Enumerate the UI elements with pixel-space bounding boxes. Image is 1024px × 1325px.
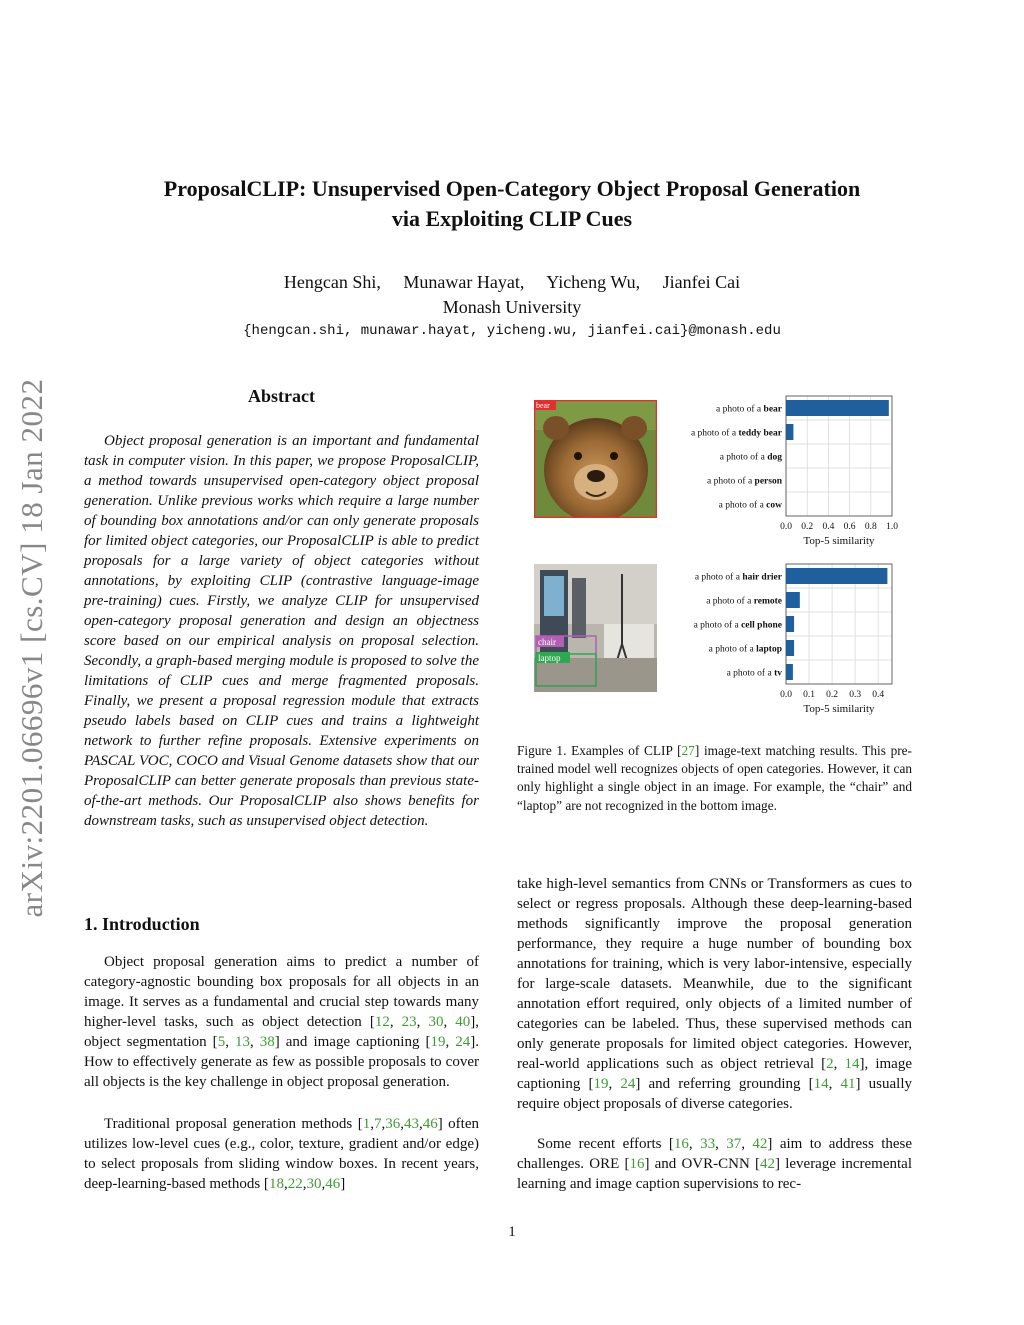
citation-link[interactable]: 30	[428, 1014, 444, 1030]
citation-link[interactable]: 36	[385, 1116, 401, 1132]
title-line-2: via Exploiting CLIP Cues	[391, 206, 633, 231]
text-run: ,	[715, 1136, 727, 1152]
text-run: ,	[225, 1034, 235, 1050]
text-run: ,	[608, 1076, 621, 1092]
category-label: a photo of a laptop	[708, 644, 782, 655]
citation-link[interactable]: 2	[826, 1056, 834, 1072]
category-label: a photo of a cell phone	[693, 620, 782, 631]
citation-link[interactable]: 24	[620, 1076, 636, 1092]
text-run: ,	[389, 1014, 402, 1030]
text-run: ,	[445, 1034, 456, 1050]
bar-hair-drier	[786, 568, 887, 584]
citation-link[interactable]: 19	[593, 1076, 609, 1092]
x-tick-label: 0.6	[843, 522, 856, 532]
text-run: ,	[418, 1116, 423, 1132]
citation-link[interactable]: 16	[673, 1136, 689, 1152]
author-emails: {hengcan.shi, munawar.hayat, yicheng.wu, jianfei.cai}@monash.edu	[243, 323, 781, 339]
affiliation: Monash University	[442, 297, 582, 317]
text-run: ,	[249, 1034, 260, 1050]
citation-link[interactable]: 46	[422, 1116, 438, 1132]
citation-link[interactable]: 40	[455, 1014, 471, 1030]
x-tick-label: 0.4	[822, 522, 835, 532]
citation-link[interactable]: 22	[287, 1176, 303, 1192]
text-run: ,	[741, 1136, 753, 1152]
text-run: Figure 1. Examples of CLIP [	[517, 743, 682, 758]
text-run: ]. How to effectively generate as few as possible proposals to cover all objects is the key challenge in object proposal generation.	[84, 1034, 480, 1090]
text-run: Traditional proposal generation methods [	[104, 1116, 363, 1132]
office-photo	[534, 564, 657, 692]
text-run: take high-level semantics from CNNs or Transformers as cues to select or regress proposals. Although these deep-learning-based methods significantly improve the proposal generation performance, they require a huge number of bounding box annotations for training, which is very labor-intensive, especially for large-scale datasets. Meanwhile, due to the significant annotation effort required, only objects of a limited number of categories can be labeled. Thus, these supervised methods can only generate proposals for limited object categories. However, real-world applications such as object retrieval [	[517, 876, 912, 1072]
intro-paragraph-1	[84, 952, 479, 1092]
paper-title	[0, 174, 1024, 234]
citation-link[interactable]: 1	[362, 1116, 371, 1132]
x-axis-label: Top-5 similarity	[803, 535, 875, 547]
text-run: Some recent efforts [	[537, 1136, 674, 1152]
detection-label: laptop	[538, 653, 561, 663]
text-run: ,	[443, 1014, 456, 1030]
bear-photo	[534, 400, 657, 518]
citation-link[interactable]: 18	[268, 1176, 284, 1192]
x-tick-label: 0.3	[849, 690, 862, 700]
author-name: Munawar Hayat,	[403, 272, 525, 292]
page-number: 1	[508, 1224, 516, 1240]
citation-link[interactable]: 7	[373, 1116, 382, 1132]
category-label: a photo of a cow	[718, 500, 782, 511]
text-run: ,	[302, 1176, 307, 1192]
citation-link[interactable]: 42	[760, 1156, 776, 1172]
citation-link[interactable]: 43	[403, 1116, 419, 1132]
text-run: ,	[283, 1176, 288, 1192]
similarity-chart-top	[662, 386, 912, 561]
text-run: ,	[688, 1136, 701, 1152]
citation-link[interactable]: 46	[325, 1176, 341, 1192]
citation-link[interactable]: 13	[234, 1034, 250, 1050]
citation-link[interactable]: 14	[844, 1056, 860, 1072]
right-paragraph-1	[517, 874, 912, 1114]
citation-link[interactable]: 16	[629, 1156, 645, 1172]
text-run: ,	[828, 1076, 841, 1092]
text-run: ,	[400, 1116, 404, 1132]
x-tick-label: 0.1	[803, 690, 815, 700]
citation-link[interactable]: 33	[700, 1136, 716, 1152]
text-run: ,	[321, 1176, 326, 1192]
text-run: ] often utilizes low-level cues (e.g., color, texture, gradient and/or edge) to select proposals from sliding window boxes. In recent years, deep-learning-based methods [	[84, 1116, 479, 1192]
x-tick-label: 0.8	[864, 522, 877, 532]
category-label: a photo of a tv	[726, 668, 782, 679]
text-run: ] image-text matching results. This pre-trained model well recognizes objects of open categories. However, it can only highlight a single object in an image. For example, the “chair” and “laptop” are not recognized in the bottom image.	[517, 743, 912, 813]
citation-link[interactable]: 27	[681, 743, 695, 758]
text-run: ]	[340, 1176, 346, 1192]
text-run: ,	[833, 1056, 845, 1072]
citation-link[interactable]: 5	[217, 1034, 226, 1050]
text-run: ] and OVR-CNN [	[644, 1156, 761, 1172]
citation-link[interactable]: 12	[374, 1014, 390, 1030]
similarity-chart-bottom	[662, 554, 912, 729]
category-label: a photo of a dog	[719, 452, 782, 463]
author-name: Hengcan Shi,	[283, 272, 381, 292]
citation-link[interactable]: 14	[813, 1076, 829, 1092]
citation-link[interactable]: 42	[752, 1136, 768, 1152]
text-run: ] and image captioning [	[274, 1034, 431, 1050]
citation-link[interactable]: 23	[401, 1014, 417, 1030]
x-tick-label: 0.0	[780, 690, 792, 700]
citation-link[interactable]: 37	[726, 1136, 742, 1152]
text-run: ] and referring grounding [	[635, 1076, 814, 1092]
text-run: ], object segmentation [	[84, 1014, 480, 1050]
text-run: ], image captioning [	[517, 1056, 912, 1092]
right-paragraph-2	[517, 1134, 912, 1194]
x-axis-label: Top-5 similarity	[803, 703, 875, 715]
x-tick-label: 0.4	[872, 690, 885, 700]
bar-teddy-bear	[786, 424, 793, 440]
abstract-heading: Abstract	[248, 386, 315, 406]
category-label: a photo of a person	[707, 476, 782, 487]
citation-link[interactable]: 38	[259, 1034, 275, 1050]
intro-paragraph-2	[84, 1114, 479, 1194]
figure-1-caption	[517, 742, 912, 815]
text-run: ,	[370, 1116, 374, 1132]
author-list	[0, 270, 1024, 294]
x-tick-label: 0.0	[780, 522, 792, 532]
citation-link[interactable]: 41	[840, 1076, 856, 1092]
citation-link[interactable]: 24	[455, 1034, 471, 1050]
x-tick-label: 0.2	[826, 690, 839, 700]
category-label: a photo of a bear	[716, 404, 782, 415]
bar-bear	[786, 400, 889, 416]
bar-laptop	[786, 640, 794, 656]
category-label: a photo of a remote	[706, 596, 782, 607]
citation-link[interactable]: 30	[306, 1176, 322, 1192]
text-run: ] leverage incremental learning and image caption supervisions to rec-	[517, 1156, 912, 1192]
detection-label: chair	[538, 637, 556, 647]
x-tick-label: 0.2	[801, 522, 814, 532]
category-label: a photo of a teddy bear	[690, 428, 782, 439]
x-tick-label: 1.0	[886, 522, 898, 532]
title-line-1: ProposalCLIP: Unsupervised Open-Category Object Proposal Generation	[163, 176, 861, 201]
text-run: ,	[416, 1014, 429, 1030]
author-name: Yicheng Wu,	[546, 272, 641, 292]
abstract-text: Object proposal generation is an important and fundamental task in computer vision. In this paper, we propose ProposalCLIP, a method towards unsupervised open-category object proposal generation. Unlike previous works which require a large number of bounding box annotations and/or can only generate proposals for limited object categories, our ProposalCLIP is able to predict proposals for a large variety of object categories without annotations, by exploiting CLIP (contrastive language-image pre-training) cues. Firstly, we analyze CLIP for unsupervised open-category proposal generation and design an objectness score based on our empirical analysis on proposal selection. Secondly, a graph-based merging module is proposed to solve the limitations of CLIP cues and merge fragmented proposals. Finally, we present a proposal regression module that extracts pseudo labels based on CLIP cues and trains a lightweight network to further refine proposals. Extensive experiments on PASCAL VOC, COCO and Visual Genome datasets show that our ProposalCLIP can better generate proposals than previous state-of-the-art methods. Our ProposalCLIP also shows benefits for downstream tasks, such as unsupervised object detection.	[84, 433, 479, 829]
category-label: a photo of a hair drier	[694, 572, 782, 583]
text-run: ] usually require object proposals of diverse categories.	[517, 1076, 913, 1112]
citation-link[interactable]: 19	[430, 1034, 446, 1050]
text-run: Object proposal generation aims to predict a number of category-agnostic bounding box proposals for all objects in an image. It serves as a fundamental and crucial step towards many higher-level tasks, such as object detection [	[84, 954, 479, 1030]
bar-cell-phone	[786, 616, 794, 632]
section-heading-introduction: 1. Introduction	[84, 914, 200, 934]
bar-tv	[786, 664, 793, 680]
text-run: ,	[381, 1116, 386, 1132]
detection-label: bear	[536, 401, 550, 410]
arxiv-stamp: arXiv:2201.06696v1 [cs.CV] 18 Jan 2022	[14, 378, 49, 918]
bar-remote	[786, 592, 800, 608]
text-run: ] aim to address these challenges. ORE [	[517, 1136, 913, 1172]
figure-1	[517, 386, 917, 736]
author-name: Jianfei Cai	[662, 272, 741, 292]
